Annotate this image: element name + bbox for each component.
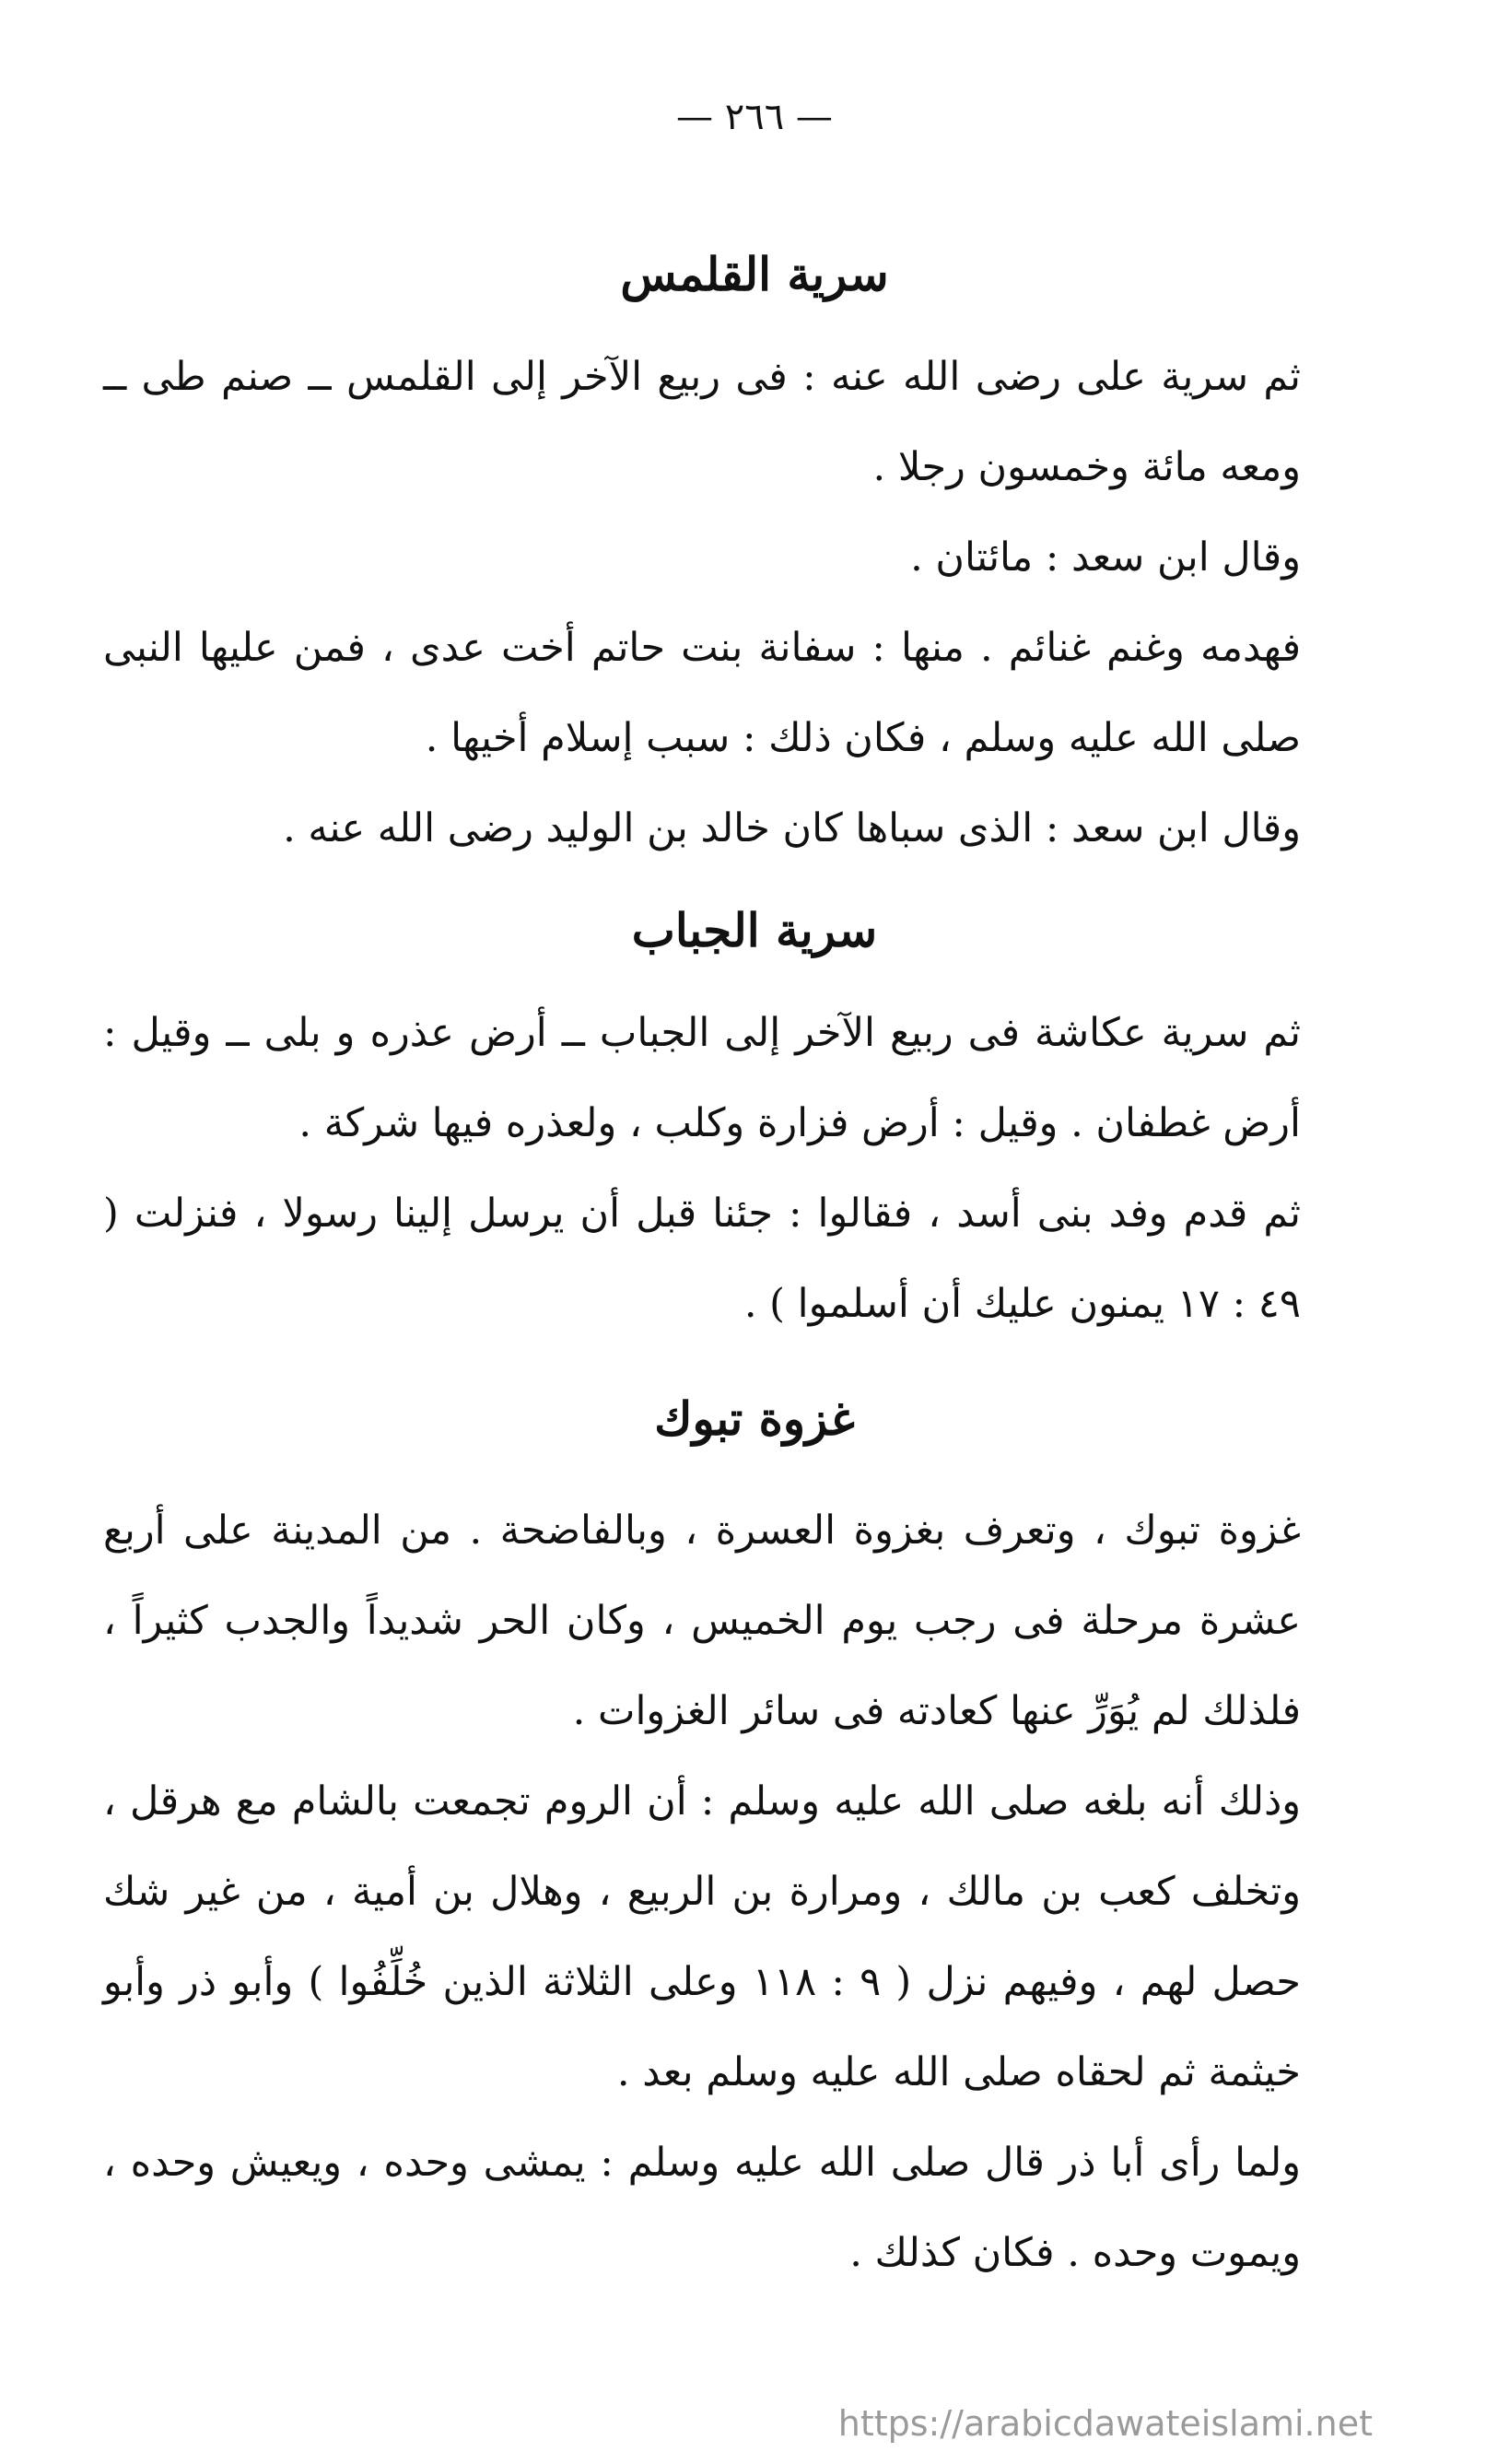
section-heading-tabuk: غزوة تبوك <box>654 1391 855 1446</box>
page-number: — ٢٦٦ — <box>676 96 833 138</box>
paragraph: وذلك أنه بلغه صلى الله عليه وسلم : أن الروم تجمعت بالشام مع هرقل ، وتخلف كعب بن مالك ، ومرارة بن الربيع ، وهلال بن أمية ، من غير شك حصل لهم ، وفيهم نزل ( ٩ : ١١٨ وعلى الثلاثة الذين خُلِّفُوا ) وأبو ذر وأبو خيثمة ثم لحقاه صلى الله عليه وسلم بعد . <box>103 1778 1301 2095</box>
section-body-qalmas <box>103 332 1301 874</box>
paragraph: ولما رأى أبا ذر قال صلى الله عليه وسلم : يمشى وحده ، ويعيش وحده ، ويموت وحده . فكان كذلك . <box>103 2140 1301 2276</box>
section-heading-jubab: سرية الجباب <box>631 903 878 957</box>
paragraph: ثم سرية على رضى الله عنه : فى ربيع الآخر إلى القلمس ــ صنم طى ــ ومعه مائة وخمسون رجلا . <box>103 354 1301 490</box>
section-body-jubab <box>103 988 1301 1349</box>
paragraph: وقال ابن سعد : الذى سباها كان خالد بن الوليد رضى الله عنه . <box>283 805 1301 851</box>
paragraph: غزوة تبوك ، وتعرف بغزوة العسرة ، وبالفاضحة . من المدينة على أربع عشرة مرحلة فى رجب يوم الخميس ، وكان الحر شديداً والجدب كثيراً ، فلذلك لم يُوَرِّ عنها كعادته فى سائر الغزوات . <box>103 1508 1301 1734</box>
paragraph: وقال ابن سعد : مائتان . <box>910 534 1301 581</box>
paragraph: ثم قدم وفد بنى أسد ، فقالوا : جئنا قبل أن يرسل إلينا رسولا ، فنزلت ( ٤٩ : ١٧ يمنون عليك أن أسلموا ) . <box>103 1191 1301 1327</box>
paragraph: فهدمه وغنم غنائم . منها : سفانة بنت حاتم أخت عدى ، فمن عليها النبى صلى الله عليه وسلم ، فكان ذلك : سبب إسلام أخيها . <box>103 625 1301 761</box>
section-heading-qalmas: سرية القلمس <box>620 247 889 301</box>
paragraph: ثم سرية عكاشة فى ربيع الآخر إلى الجباب ــ أرض عذره و بلى ــ وقيل : أرض غطفان . وقيل : أرض فزارة وكلب ، ولعذره فيها شركة . <box>103 1010 1301 1146</box>
section-body-tabuk <box>103 1485 1301 2298</box>
watermark-url: https://arabicdawateislami.net <box>837 2403 1373 2444</box>
